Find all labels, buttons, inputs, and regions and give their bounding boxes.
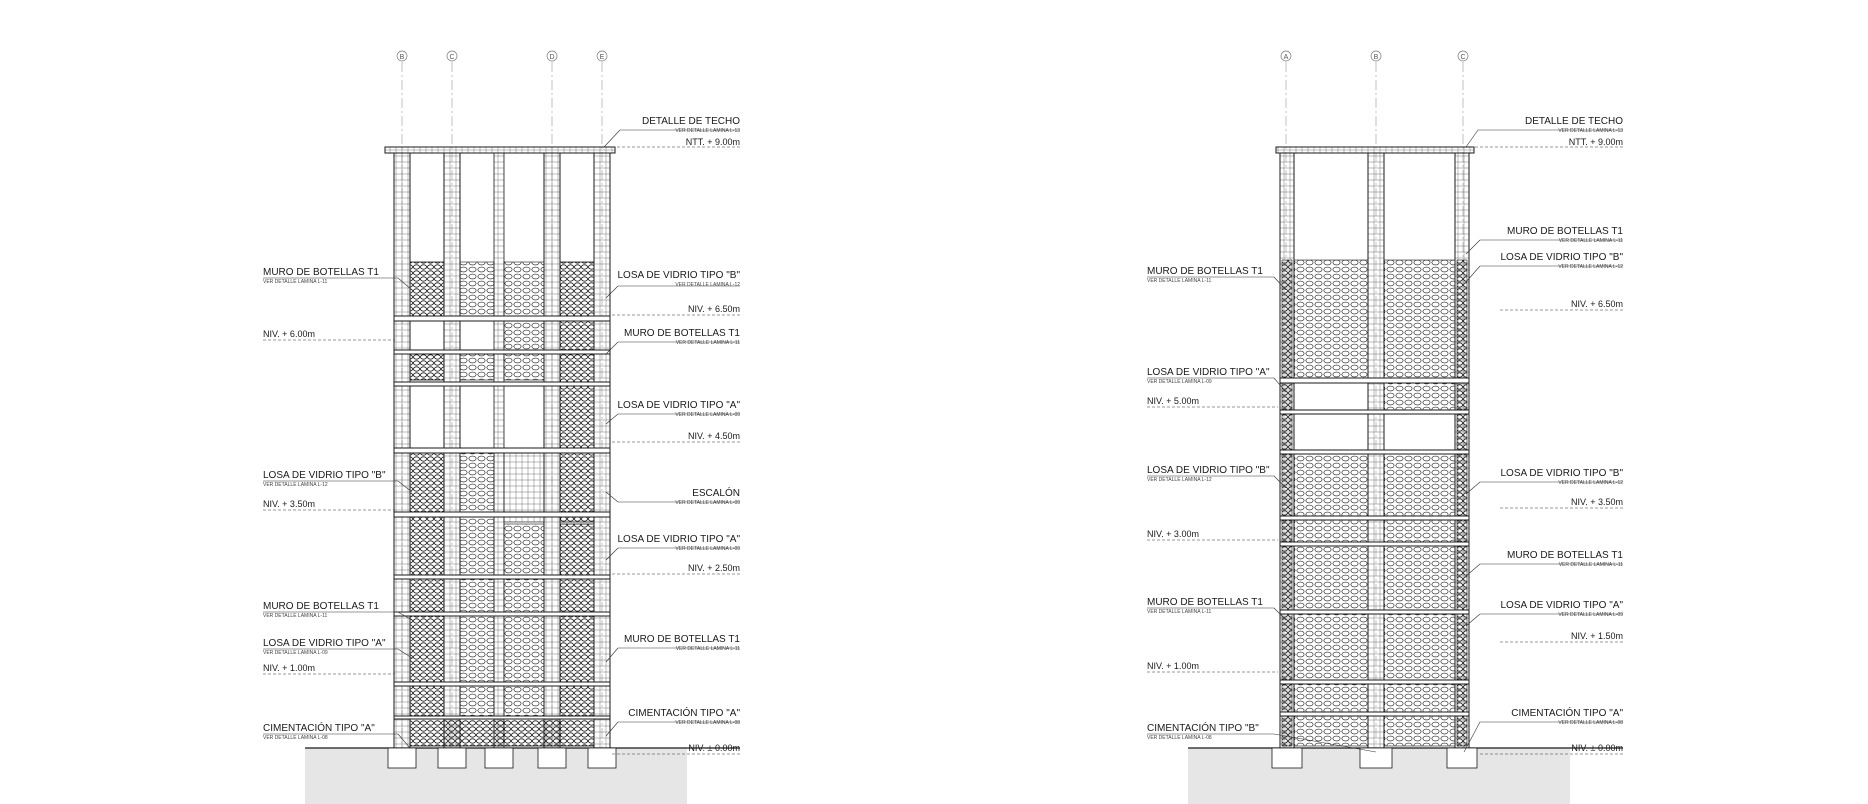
annotation-title: LOSA DE VIDRIO TIPO "B" xyxy=(1147,465,1270,476)
annotation-title: MURO DE BOTELLAS T1 xyxy=(263,601,379,612)
left-section xyxy=(263,51,740,804)
footing xyxy=(485,748,513,768)
annotation-reference: VER DETALLE LAMINA L-09 xyxy=(263,650,328,656)
slab xyxy=(1280,516,1469,520)
bottle-wall xyxy=(1294,452,1368,746)
slab xyxy=(1280,542,1469,546)
bottle-wall xyxy=(560,262,594,318)
level-label: NIV. + 3.50m xyxy=(263,499,315,509)
annotation-title: CIMENTACIÓN TIPO "A" xyxy=(1511,708,1623,719)
roof-slab xyxy=(385,147,615,153)
annotation-title: LOSA DE VIDRIO TIPO "A" xyxy=(1147,367,1270,378)
annotation-title: MURO DE BOTELLAS T1 xyxy=(1147,266,1263,277)
right-section xyxy=(1147,51,1623,804)
level-label: NIV. + 3.00m xyxy=(1147,529,1199,539)
slab xyxy=(394,316,610,321)
slab xyxy=(394,682,610,686)
annotation-title: LOSA DE VIDRIO TIPO "B" xyxy=(617,270,740,281)
footing xyxy=(538,748,566,768)
annotation-title: LOSA DE VIDRIO TIPO "B" xyxy=(1500,252,1623,263)
bottle-wall xyxy=(460,352,494,380)
annotation-reference: VER DETALLE LAMINA L-09 xyxy=(1558,612,1623,618)
slab xyxy=(1280,680,1469,684)
annotation-reference: VER DETALLE LAMINA L-12 xyxy=(1147,477,1212,483)
annotation-reference: VER DETALLE LAMINA L-09 xyxy=(1147,379,1212,385)
level-label: NIV. + 1.00m xyxy=(1147,661,1199,671)
annotation-reference: VER DETALLE LAMINA L-12 xyxy=(263,482,328,488)
axis-label: E xyxy=(599,54,605,61)
bottle-wall xyxy=(460,452,494,512)
annotation-title: LOSA DE VIDRIO TIPO "A" xyxy=(617,400,740,411)
building-elevation-right xyxy=(1272,147,1477,768)
annotation-title: LOSA DE VIDRIO TIPO "B" xyxy=(263,470,386,481)
slab xyxy=(394,448,610,453)
bottle-wall xyxy=(1294,260,1368,380)
annotation-title: CIMENTACIÓN TIPO "A" xyxy=(263,723,375,734)
slab xyxy=(1280,450,1469,454)
annotation-title: LOSA DE VIDRIO TIPO "A" xyxy=(263,638,386,649)
annotation-title: LOSA DE VIDRIO TIPO "A" xyxy=(617,534,740,545)
axis-label: B xyxy=(1373,54,1379,61)
annotation-title: LOSA DE VIDRIO TIPO "A" xyxy=(1500,600,1623,611)
annotation-title: CIMENTACIÓN TIPO "B" xyxy=(1147,723,1259,734)
slab xyxy=(394,350,610,354)
bottle-column-side xyxy=(1282,260,1292,746)
annotation-reference: VER DETALLE LAMINA L-12 xyxy=(675,282,740,288)
annotation-reference: VER DETALLE LAMINA L-12 xyxy=(1558,264,1623,270)
footing xyxy=(438,748,466,768)
footing xyxy=(1360,748,1392,768)
bottle-wall xyxy=(560,524,594,716)
bottle-wall xyxy=(410,262,444,318)
bottle-wall xyxy=(460,262,494,318)
axis-label: D xyxy=(549,54,555,61)
annotation-title: MURO DE BOTELLAS T1 xyxy=(624,634,740,645)
level-label: NIV. + 6.00m xyxy=(263,329,315,339)
slab xyxy=(394,716,610,719)
bottle-wall xyxy=(410,452,444,512)
annotations-right-side xyxy=(617,116,740,753)
level-label: NIV. ± 0.00m xyxy=(688,743,740,753)
level-label: NIV. + 4.50m xyxy=(688,431,740,441)
slab xyxy=(394,512,610,517)
annotations-left-side-right-section xyxy=(1147,266,1270,741)
level-label: NIV. + 1.00m xyxy=(263,663,315,673)
slab xyxy=(394,382,610,386)
axis-label: C xyxy=(449,54,455,61)
annotation-reference: VER DETALLE LAMINA L-11 xyxy=(1558,238,1623,244)
annotation-reference: VER DETALLE LAMINA L-11 xyxy=(675,646,740,652)
slab xyxy=(394,575,610,579)
annotations-right-side-right-section xyxy=(1500,116,1623,753)
level-label: NIV. + 5.00m xyxy=(1147,396,1199,406)
annotation-title: LOSA DE VIDRIO TIPO "B" xyxy=(1500,468,1623,479)
annotation-title: MURO DE BOTELLAS T1 xyxy=(1507,226,1623,237)
footing xyxy=(388,748,416,768)
annotation-reference: VER DETALLE LAMINA L-11 xyxy=(675,340,740,346)
bottle-wall xyxy=(504,524,544,716)
annotation-reference: VER DETALLE LAMINA L-11 xyxy=(263,279,328,285)
roof-slab xyxy=(1276,147,1474,153)
axis-label: B xyxy=(399,54,405,61)
annotation-reference: VER DETALLE LAMINA L-12 xyxy=(1558,480,1623,486)
bottle-wall xyxy=(504,262,544,318)
bottle-wall xyxy=(1384,452,1455,746)
annotation-reference: VER DETALLE LAMINA L-08 xyxy=(1558,720,1623,726)
building-elevation-left xyxy=(385,147,616,768)
bottle-wall xyxy=(410,352,444,380)
annotation-title: MURO DE BOTELLAS T1 xyxy=(263,267,379,278)
level-label: NIV. + 6.50m xyxy=(1571,299,1623,309)
annotation-title: MURO DE BOTELLAS T1 xyxy=(1147,597,1263,608)
annotation-title: ESCALÓN xyxy=(692,488,740,499)
level-label: NIV. + 2.50m xyxy=(688,563,740,573)
annotation-title: CIMENTACIÓN TIPO "A" xyxy=(628,708,740,719)
level-label: NIV. ± 0.00m xyxy=(1571,743,1623,753)
slab xyxy=(1280,712,1469,716)
level-label: NTT. + 9.00m xyxy=(685,137,740,147)
annotation-reference: VER DETALLE LAMINA L-11 xyxy=(263,613,328,619)
footing xyxy=(1447,748,1477,768)
annotation-title: DETALLE DE TECHO xyxy=(1525,116,1623,127)
level-label: NIV. + 6.50m xyxy=(688,304,740,314)
bottle-column-side xyxy=(1457,260,1467,746)
annotation-reference: VER DETALLE LAMINA L-08 xyxy=(263,735,328,741)
annotation-title: MURO DE BOTELLAS T1 xyxy=(624,328,740,339)
level-label: NIV. + 3.50m xyxy=(1571,497,1623,507)
axis-label: C xyxy=(1460,54,1466,61)
footing xyxy=(588,748,616,768)
slab xyxy=(394,612,610,616)
annotations-left-side xyxy=(263,267,386,741)
annotation-reference: VER DETALLE LAMINA L-13 xyxy=(1558,128,1623,134)
footing xyxy=(1272,748,1302,768)
slab xyxy=(1280,378,1469,383)
axis-label: A xyxy=(1283,54,1289,61)
level-label: NTT. + 9.00m xyxy=(1568,137,1623,147)
annotation-reference: VER DETALLE LAMINA L-08 xyxy=(1147,735,1212,741)
annotation-title: MURO DE BOTELLAS T1 xyxy=(1507,550,1623,561)
annotation-reference: VER DETALLE LAMINA L-11 xyxy=(1558,562,1623,568)
bottle-wall xyxy=(1384,260,1455,410)
slab xyxy=(1280,610,1469,614)
annotation-reference: VER DETALLE LAMINA L-09 xyxy=(675,412,740,418)
annotation-title: DETALLE DE TECHO xyxy=(642,116,740,127)
annotation-reference: VER DETALLE LAMINA L-09 xyxy=(675,546,740,552)
bottle-wall xyxy=(410,718,594,746)
level-label: NIV. + 1.50m xyxy=(1571,631,1623,641)
slab xyxy=(1280,410,1469,414)
annotation-reference: VER DETALLE LAMINA L-11 xyxy=(1147,278,1212,284)
annotation-reference: VER DETALLE LAMINA L-11 xyxy=(1147,609,1212,615)
annotation-reference: VER DETALLE LAMINA L-08 xyxy=(675,720,740,726)
annotation-reference: VER DETALLE LAMINA L-09 xyxy=(675,500,740,506)
annotation-reference: VER DETALLE LAMINA L-13 xyxy=(675,128,740,134)
